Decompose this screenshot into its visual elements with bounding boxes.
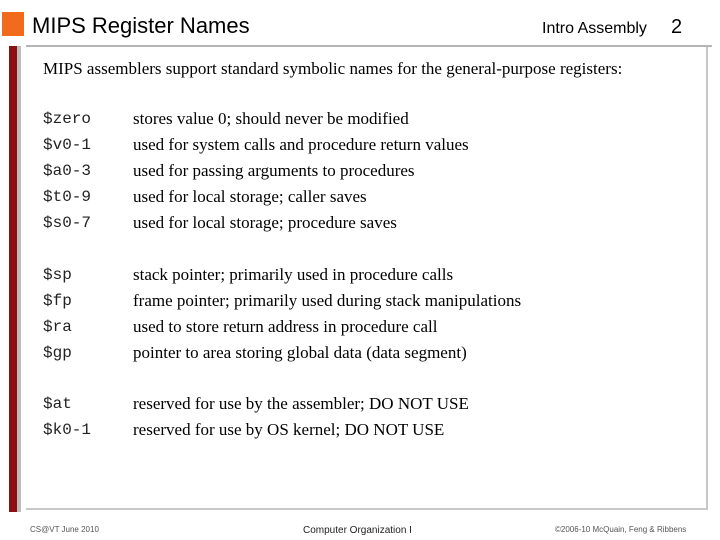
register-description: frame pointer; primarily used during stack manipulations	[133, 291, 522, 310]
register-row	[43, 314, 521, 340]
register-description: used to store return address in procedure call	[133, 317, 438, 336]
register-description: used for local storage; caller saves	[133, 187, 367, 206]
register-row	[43, 106, 469, 132]
register-name: $a0-3	[43, 162, 92, 180]
left-accent-bar	[9, 46, 17, 512]
course-label: Intro Assembly	[542, 20, 647, 37]
register-group-general	[43, 106, 469, 236]
register-name: $t0-9	[43, 188, 92, 206]
register-description: used for passing arguments to procedures	[133, 161, 415, 180]
register-row	[43, 262, 521, 288]
register-name: $ra	[43, 318, 72, 336]
footer-copyright: ©2006-10 McQuain, Feng & Ribbens	[555, 525, 687, 534]
register-row	[43, 288, 521, 314]
register-name: $at	[43, 395, 72, 413]
register-name: $s0-7	[43, 214, 92, 232]
page-number: 2	[671, 16, 683, 38]
register-row	[43, 184, 469, 210]
register-description: reserved for use by the assembler; DO NOT USE	[133, 394, 469, 413]
register-name: $v0-1	[43, 136, 92, 154]
register-name: $sp	[43, 266, 72, 284]
register-description: reserved for use by OS kernel; DO NOT USE	[133, 420, 445, 439]
register-group-pointers	[43, 262, 521, 366]
register-description: pointer to area storing global data (data segment)	[133, 343, 467, 362]
register-row	[43, 132, 469, 158]
register-name: $k0-1	[43, 421, 92, 439]
register-group-reserved	[43, 391, 469, 443]
register-row	[43, 158, 469, 184]
register-row	[43, 417, 469, 443]
register-name: $fp	[43, 292, 72, 310]
register-name: $zero	[43, 110, 92, 128]
register-row	[43, 340, 521, 366]
footer-date: CS@VT June 2010	[30, 525, 99, 534]
register-row	[43, 391, 469, 417]
register-description: used for system calls and procedure return values	[133, 135, 469, 154]
register-name: $gp	[43, 344, 72, 362]
register-description: stores value 0; should never be modified	[133, 109, 409, 128]
footer-course: Computer Organization I	[303, 525, 412, 536]
register-description: stack pointer; primarily used in procedure calls	[133, 265, 454, 284]
register-row	[43, 210, 469, 236]
register-description: used for local storage; procedure saves	[133, 213, 397, 232]
intro-text: MIPS assemblers support standard symbolic names for the general-purpose registers:	[43, 59, 623, 78]
title-accent-square	[2, 12, 24, 36]
slide-title: MIPS Register Names	[32, 13, 250, 38]
left-shadow-bar	[17, 46, 21, 512]
